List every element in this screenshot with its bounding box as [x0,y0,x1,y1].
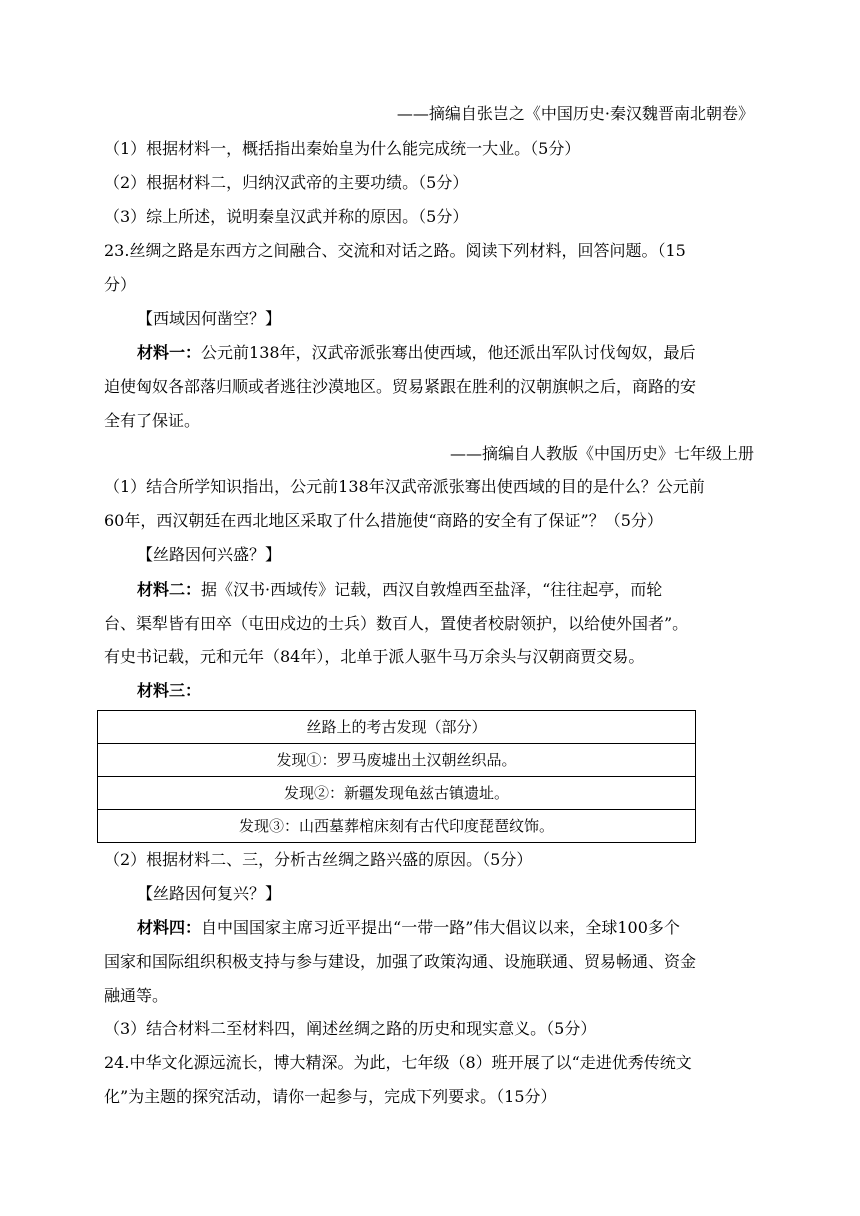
material-4-line-3: 融通等。 [104,986,169,1005]
material-2-line-1 [137,580,662,600]
material-2-line-2: 台、渠犁皆有田卒（屯田戍边的士兵）数百人，置使者校尉领护，以给使外国者”。 [104,614,689,633]
material-1-line-1 [137,343,696,363]
material-2-text: 据《汉书·西域传》记载，西汉自敦煌西至盐泽，“往往起亭，而轮 [201,580,663,599]
question-23-1: （1）结合所学知识指出，公元前138年汉武帝派张骞出使西域的目的是什么？公元前 [104,477,705,496]
material-4-line-1 [137,918,680,938]
question-23-stem-cont: 分） [104,275,137,294]
question-22-3: （3）综上所述，说明秦皇汉武并称的原因。（5分） [104,207,469,226]
section-heading-2: 【丝路因何兴盛？】 [137,545,282,564]
material-1-line-2: 迫使匈奴各部落归顺或者逃往沙漠地区。贸易紧跟在胜利的汉朝旗帜之后，商路的安 [104,377,697,396]
question-22-1: （1）根据材料一，概括指出秦始皇为什么能完成统一大业。（5分） [104,139,581,158]
table-row [98,810,696,843]
material-1-text: 公元前138年，汉武帝派张骞出使西域，他还派出军队讨伐匈奴，最后 [201,343,696,362]
material-1-line-3: 全有了保证。 [104,411,201,430]
question-23-1-cont: 60年，西汉朝廷在西北地区采取了什么措施使“商路的安全有了保证”？（5分） [104,511,663,530]
section-heading-1: 【西域因何凿空？】 [137,309,282,328]
question-24-stem: 24.中华文化源远流长，博大精深。为此，七年级（8）班开展了以“走进优秀传统文 [104,1053,692,1072]
material-2-line-3: 有史书记载，元和元年（84年），北单于派人驱牛马万余头与汉朝商贾交易。 [104,647,645,666]
table-cell: 发现①：罗马废墟出土汉朝丝织品。 [98,744,696,777]
source-citation-2: ——摘编自人教版《中国历史》七年级上册 [449,444,754,463]
table-cell: 发现②：新疆发现龟兹古镇遗址。 [98,777,696,810]
question-23-2: （2）根据材料二、三，分析古丝绸之路兴盛的原因。（5分） [104,850,533,869]
material-4-text: 自中国国家主席习近平提出“一带一路”伟大倡议以来，全球100多个 [201,918,680,937]
section-heading-3: 【丝路因何复兴？】 [137,884,282,903]
table-title: 丝路上的考古发现（部分） [98,711,696,744]
question-23-3: （3）结合材料二至材料四，阐述丝绸之路的历史和现实意义。（5分） [104,1019,597,1038]
material-4-label: 材料四： [137,918,202,937]
material-3-label: 材料三： [137,681,202,700]
table-cell: 发现③：山西墓葬棺床刻有古代印度琵琶纹饰。 [98,810,696,843]
question-23-stem: 23.丝绸之路是东西方之间融合、交流和对话之路。阅读下列材料，回答问题。（15 [104,241,686,260]
archaeology-table [97,710,696,843]
material-2-label: 材料二： [137,580,202,599]
source-citation-1: ——摘编自张岂之《中国历史·秦汉魏晋南北朝卷》 [396,104,754,123]
table-row [98,744,696,777]
table-row [98,777,696,810]
table-row [98,711,696,744]
material-1-label: 材料一： [137,343,202,362]
material-4-line-2: 国家和国际组织积极支持与参与建设，加强了政策沟通、设施联通、贸易畅通、资金 [104,952,697,971]
question-24-stem-cont: 化”为主题的探究活动，请你一起参与，完成下列要求。（15分） [104,1087,557,1106]
question-22-2: （2）根据材料二，归纳汉武帝的主要功绩。（5分） [104,173,469,192]
